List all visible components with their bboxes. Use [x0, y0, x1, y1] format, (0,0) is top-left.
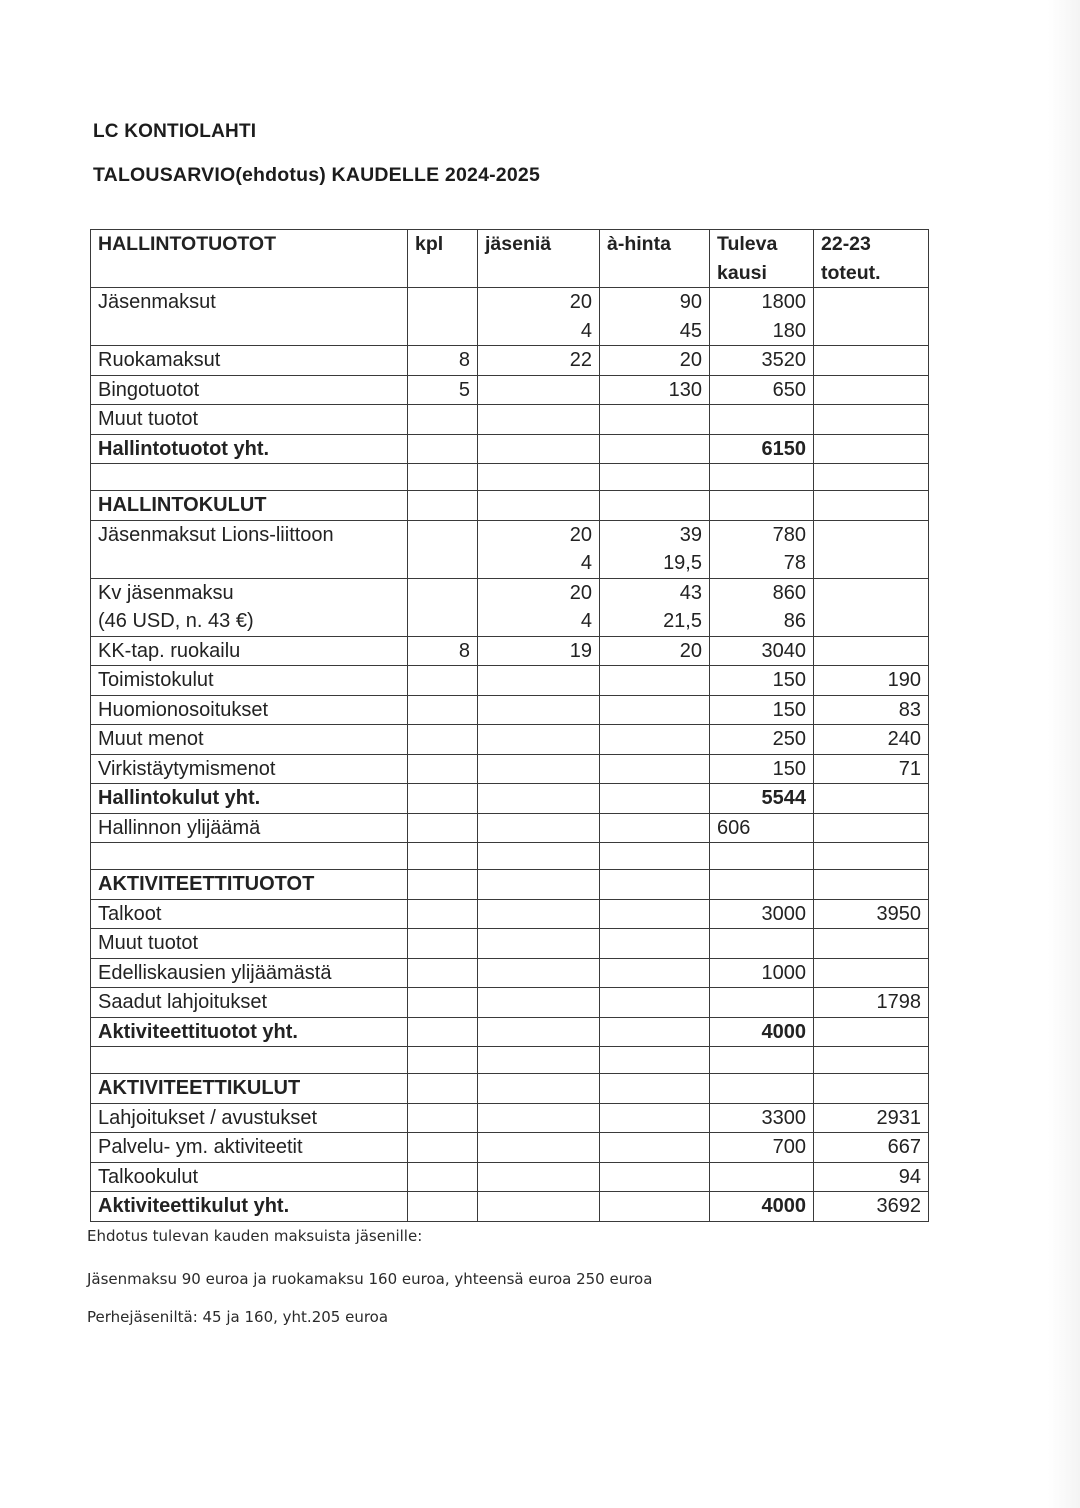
total-row-hallintotuotot	[91, 434, 929, 464]
total-row-aktiviteettikulut: Aktiviteettikulut yht. 4000 3692	[91, 1192, 929, 1222]
header-jasenia: jäseniä	[478, 230, 600, 288]
table-row: Talkoot 3000 3950	[91, 899, 929, 929]
row-label: Ruokamaksut	[91, 346, 408, 376]
budget-table	[90, 229, 929, 1222]
total-label: Aktiviteettituotot yht.	[91, 1017, 408, 1047]
table-row: Bingotuotot 5 130 650	[91, 375, 929, 405]
total-label: Hallintokulut yht.	[91, 784, 408, 814]
row-label: Talkookulut	[91, 1162, 408, 1192]
table-row: Jäsenmaksut 20 4 90 45 1800 180	[91, 288, 929, 346]
total-value: 4000	[710, 1192, 814, 1222]
section-heading-hallintokulut: HALLINTOKULUT	[91, 491, 408, 521]
row-label: Palvelu- ym. aktiviteetit	[91, 1133, 408, 1163]
table-row: Edelliskausien ylijäämästä 1000	[91, 958, 929, 988]
total-label: Aktiviteettikulut yht.	[91, 1192, 408, 1222]
row-label: Saadut lahjoitukset	[91, 988, 408, 1018]
total-row-aktiviteettituotot	[91, 1017, 929, 1047]
section-heading-row	[91, 870, 929, 900]
document-title: TALOUSARVIO(ehdotus) KAUDELLE 2024-2025	[93, 164, 540, 186]
table-row: Toimistokulut 150 190	[91, 666, 929, 696]
header-kpl: kpl	[408, 230, 478, 288]
row-label: Hallinnon ylijäämä	[91, 813, 408, 843]
table-row: Palvelu- ym. aktiviteetit 700 667	[91, 1133, 929, 1163]
table-row: Lahjoitukset / avustukset 3300 2931	[91, 1103, 929, 1133]
org-name: LC KONTIOLAHTI	[93, 121, 257, 142]
row-label: KK-tap. ruokailu	[91, 636, 408, 666]
table-row: KK-tap. ruokailu 8 19 20 3040	[91, 636, 929, 666]
total-value: 4000	[710, 1017, 814, 1047]
row-label: Toimistokulut	[91, 666, 408, 696]
table-row	[91, 929, 929, 959]
header-section-hallintotuotot: HALLINTOTUOTOT	[91, 230, 408, 288]
table-header-row	[91, 230, 929, 288]
row-label: Edelliskausien ylijäämästä	[91, 958, 408, 988]
surplus-value: 606	[710, 813, 814, 843]
section-heading-row	[91, 1074, 929, 1104]
table-row: Huomionosoitukset 150 83	[91, 695, 929, 725]
table-row	[91, 405, 929, 435]
row-label: Kv jäsenmaksu (46 USD, n. 43 €)	[91, 578, 408, 636]
row-label: Muut tuotot	[91, 405, 408, 435]
header-tuleva-kausi: Tuleva kausi	[710, 230, 814, 288]
row-label: Jäsenmaksut Lions-liittoon	[91, 520, 408, 578]
spacer-row	[91, 464, 929, 491]
spacer-row	[91, 843, 929, 870]
total-row-hallintokulut	[91, 784, 929, 814]
table-row: Talkookulut 94	[91, 1162, 929, 1192]
spacer-row	[91, 1047, 929, 1074]
table-row: Saadut lahjoitukset 1798	[91, 988, 929, 1018]
total-value: 5544	[710, 784, 814, 814]
table-row: Kv jäsenmaksu (46 USD, n. 43 €) 20 4 43 21,5 860 86	[91, 578, 929, 636]
total-label: Hallintotuotot yht.	[91, 434, 408, 464]
header-toteut: 22-23 toteut.	[814, 230, 929, 288]
table-row: Muut menot 250 240	[91, 725, 929, 755]
table-row: Jäsenmaksut Lions-liittoon 20 4 39 19,5 780 78	[91, 520, 929, 578]
scan-edge-shading	[1048, 0, 1080, 1508]
total-value: 6150	[710, 434, 814, 464]
note-family-fee: Perhejäseniltä: 45 ja 160, yht.205 euroa	[87, 1308, 389, 1326]
section-heading-row	[91, 491, 929, 521]
row-label: Lahjoitukset / avustukset	[91, 1103, 408, 1133]
table-row: Ruokamaksut 8 22 20 3520	[91, 346, 929, 376]
section-heading-aktiviteettikulut: AKTIVITEETTIKULUT	[91, 1074, 408, 1104]
section-heading-aktiviteettituotot: AKTIVITEETTITUOTOT	[91, 870, 408, 900]
row-label: Huomionosoitukset	[91, 695, 408, 725]
surplus-row	[91, 813, 929, 843]
row-label: Muut tuotot	[91, 929, 408, 959]
note-heading: Ehdotus tulevan kauden maksuista jäsenille:	[87, 1227, 423, 1245]
row-label: Virkistäytymismenot	[91, 754, 408, 784]
note-member-fee: Jäsenmaksu 90 euroa ja ruokamaksu 160 euroa, yhteensä euroa 250 euroa	[87, 1270, 653, 1288]
row-label: Talkoot	[91, 899, 408, 929]
header-ahinta: à-hinta	[600, 230, 710, 288]
table-row: Virkistäytymismenot 150 71	[91, 754, 929, 784]
row-label: Jäsenmaksut	[91, 288, 408, 346]
row-label: Bingotuotot	[91, 375, 408, 405]
row-label: Muut menot	[91, 725, 408, 755]
